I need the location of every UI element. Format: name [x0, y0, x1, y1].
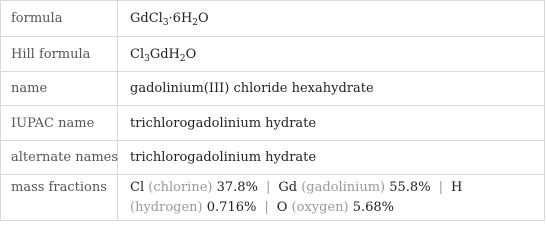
hill-formula-row — [1, 36, 544, 72]
alternate-names-label-cell — [1, 141, 118, 175]
mass-fraction-cl-element: (chlorine) — [148, 180, 213, 195]
formula-part1: GdCl — [130, 11, 163, 26]
hill-formula-value-cell — [118, 37, 544, 72]
iupac-name-value: trichlorogadolinium hydrate — [130, 116, 317, 131]
mass-fraction-gd-element: (gadolinium) — [301, 180, 386, 195]
alternate-names-label: alternate names — [11, 150, 119, 165]
mass-fraction-gd-percent: 55.8% — [389, 180, 431, 195]
formula-value-cell — [118, 1, 544, 36]
hill-formula-label: Hill formula — [11, 47, 91, 62]
iupac-name-label-cell — [1, 106, 118, 141]
hill-formula-label-cell — [1, 37, 118, 72]
formula-value — [130, 11, 536, 26]
formula-label: formula — [11, 11, 63, 26]
alternate-names-row — [1, 140, 544, 175]
mass-fraction-o-percent: 5.68% — [352, 200, 395, 215]
mass-fraction-o-symbol: O — [276, 200, 288, 215]
mass-fractions-label-cell — [1, 175, 118, 221]
mass-fraction-gd-symbol: Gd — [278, 180, 298, 195]
mass-fractions-row — [1, 174, 544, 221]
mass-fraction-cl-symbol: Cl — [130, 180, 145, 195]
mass-fractions-line-1 — [130, 180, 462, 195]
name-label: name — [11, 81, 48, 96]
mass-fraction-o-element: (oxygen) — [291, 200, 349, 215]
hill-formula-value — [130, 47, 536, 62]
hill-sub1: 3 — [144, 54, 150, 64]
mass-fraction-cl-percent: 37.8% — [216, 180, 258, 195]
hill-part1: Cl — [130, 47, 145, 62]
hill-part2: GdH — [149, 47, 180, 62]
hill-sub2: 2 — [179, 54, 186, 64]
name-label-cell — [1, 72, 118, 106]
iupac-name-label: IUPAC name — [11, 116, 95, 131]
formula-label-cell — [1, 1, 118, 36]
alternate-names-value: trichlorogadolinium hydrate — [130, 150, 317, 165]
formula-row — [1, 1, 544, 36]
iupac-name-value-cell — [118, 106, 544, 141]
name-value-cell — [118, 72, 544, 106]
mass-fraction-separator: | — [438, 180, 443, 195]
mass-fraction-h-percent: 0.716% — [206, 200, 257, 215]
formula-sub2: 2 — [192, 18, 199, 28]
iupac-name-row — [1, 105, 544, 141]
mass-fraction-separator: | — [265, 180, 271, 195]
name-value: gadolinium(III) chloride hexahydrate — [130, 81, 374, 96]
name-row — [1, 71, 544, 106]
mass-fraction-h-symbol: H — [450, 180, 463, 195]
formula-sub1: 3 — [162, 18, 169, 28]
mass-fraction-separator: | — [264, 200, 269, 215]
formula-part3: O — [198, 11, 209, 26]
mass-fraction-h-element: (hydrogen) — [130, 200, 203, 215]
mass-fractions-value-cell — [118, 175, 544, 221]
mass-fractions-line-2 — [130, 200, 394, 215]
formula-part2: ·6H — [168, 11, 193, 26]
hill-part3: O — [185, 47, 197, 62]
alternate-names-value-cell — [118, 141, 544, 175]
mass-fractions-label: mass fractions — [11, 180, 107, 195]
